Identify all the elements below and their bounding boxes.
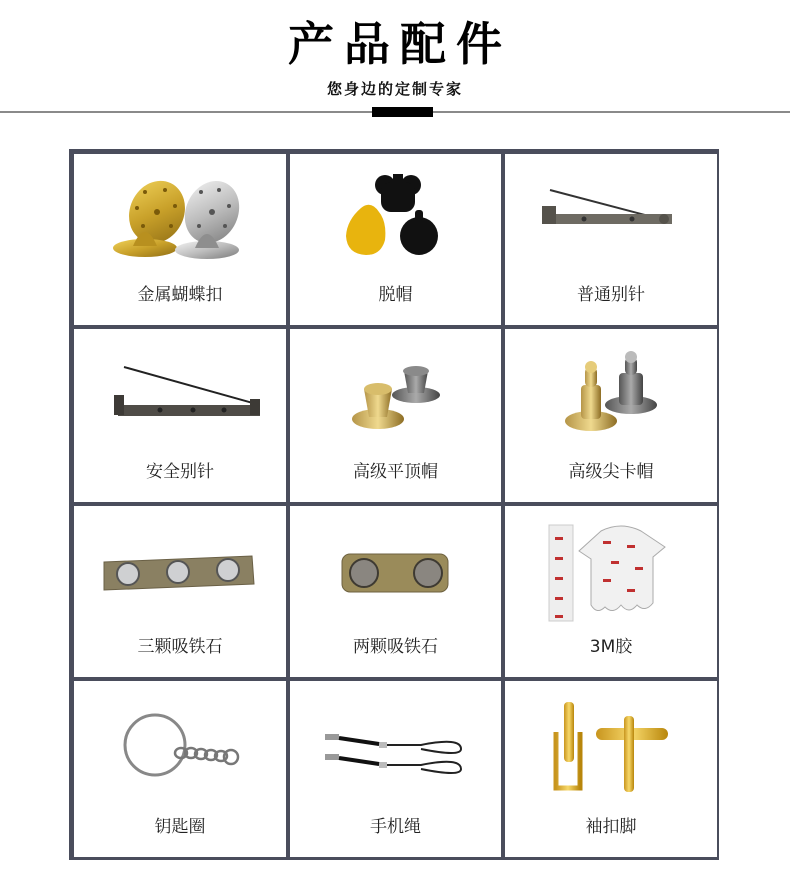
product-label: 安全别针 [146,462,214,482]
page-title: 产品配件 [288,17,512,71]
product-label: 脱帽 [378,285,413,305]
product-card[interactable] [505,154,717,325]
header-divider-accent [372,107,433,117]
product-card[interactable] [290,154,501,325]
product-card[interactable] [290,329,501,502]
rubber-pin-back-icon [290,162,501,277]
butterfly-clutch-icon [74,162,286,277]
pointed-locking-clutch-icon [505,337,717,452]
product-card[interactable] [505,329,717,502]
cufflink-back-icon [505,689,717,804]
product-card[interactable] [290,506,501,677]
safety-pin-icon [74,337,286,452]
3m-adhesive-icon [505,514,717,629]
product-label: 三颗吸铁石 [137,637,223,657]
bar-pin-icon [505,162,717,277]
product-card[interactable] [505,681,717,857]
keyring-icon [74,689,286,804]
product-label: 金属蝴蝶扣 [137,285,223,305]
product-label: 两颗吸铁石 [353,637,438,657]
product-label: 普通别针 [577,285,645,305]
two-magnet-back-icon [290,514,501,629]
product-label: 3M胶 [589,637,633,657]
three-magnet-back-icon [74,514,286,629]
product-accessory-grid [69,149,719,860]
product-card[interactable] [74,506,286,677]
product-label: 钥匙圈 [154,817,206,837]
product-card[interactable] [74,329,286,502]
product-card[interactable] [74,154,286,325]
product-card[interactable] [505,506,717,677]
product-card[interactable] [290,681,501,857]
page-subtitle: 您身边的定制专家 [326,80,463,98]
phone-strap-icon [290,689,501,804]
product-label: 袖扣脚 [585,817,637,837]
product-label: 手机绳 [370,817,421,837]
flat-top-locking-clutch-icon [290,337,501,452]
product-label: 高级平顶帽 [353,462,438,482]
product-label: 高级尖卡帽 [568,462,654,482]
product-card[interactable] [74,681,286,857]
